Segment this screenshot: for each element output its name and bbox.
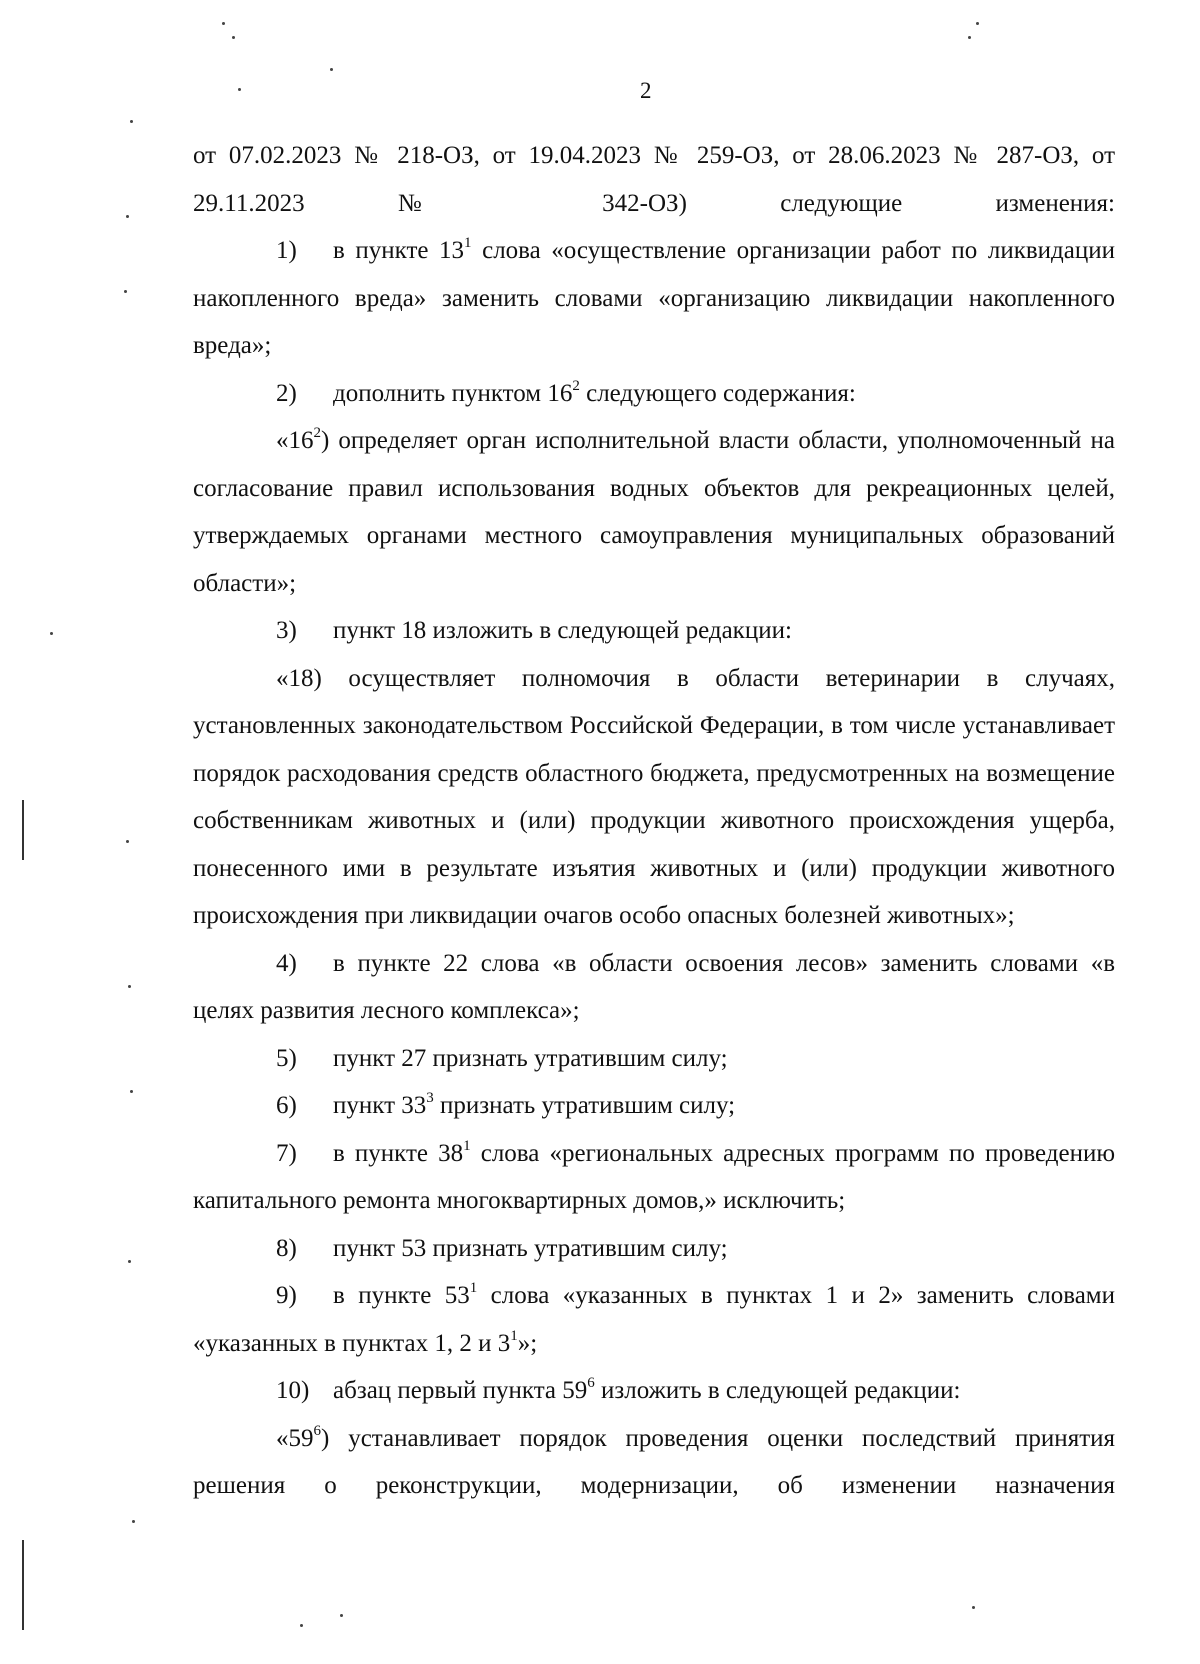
- paragraph-p10: [193, 1225, 1115, 1273]
- text-run: дополнить пунктом 16: [333, 379, 573, 407]
- paragraph-p13: [193, 1415, 1115, 1510]
- text-run: ) устанавливает порядок проведения оценки последствий принятия решения о реконструкции, модернизации, об изменении назначения: [193, 1424, 1115, 1499]
- item-number: 9): [276, 1282, 297, 1309]
- text-run: в пункте 38: [333, 1139, 464, 1167]
- item-number: 7): [276, 1139, 297, 1167]
- text-run: слова «указанных в пунктах 1 и 2» заменить словами «указанных в пунктах 1, 2 и 3: [193, 1282, 1115, 1357]
- text-run: пункт 33: [333, 1092, 427, 1119]
- paragraph-p5: [193, 655, 1115, 940]
- text-run: ) определяет орган исполнительной власти области, уполномоченный на согласование правил использования водных объектов для рекреационных целей, утверждаемых органами местного самоуправления муниципальных образований области»;: [193, 427, 1115, 597]
- text-run: »;: [517, 1329, 538, 1357]
- text-run: «18) осуществляет полномочия в области ветеринарии в случаях, установленных законодательством Российской Федерации, в том числе устанавливает порядок расходования средств областного бюджета, предусмотренных на возмещение собственникам животных и (или) продукции животного происхождения ущерба, понесенного ими в результате изъятия животных и (или) продукции животного происхождения при ликвидации очагов особо опасных болезней животных»;: [193, 664, 1115, 929]
- text-run: в пункте 22 слова «в области освоения лесов» заменить словами «в целях развития лесного комплекса»;: [193, 949, 1115, 1024]
- text-run: «16: [276, 427, 314, 454]
- paragraph-p7: [193, 1035, 1115, 1083]
- text-run: изложить в следующей редакции:: [594, 1377, 961, 1404]
- page-number: 2: [640, 78, 652, 103]
- item-number: 1): [276, 237, 297, 264]
- paragraph-p1: [193, 227, 1115, 370]
- paragraph-p8: [193, 1082, 1115, 1130]
- item-number: 5): [276, 1044, 297, 1072]
- text-run: пункт 53 признать утратившим силу;: [333, 1234, 728, 1262]
- item-number: 10): [276, 1377, 310, 1404]
- superscript: 3: [426, 1090, 434, 1106]
- superscript: 1: [464, 235, 472, 251]
- paragraph-p6: [193, 940, 1115, 1035]
- paragraph-p11: [193, 1272, 1115, 1367]
- text-run: пункт 27 признать утратившим силу;: [333, 1044, 728, 1072]
- paragraph-p0: [193, 132, 1115, 227]
- paragraph-p3: [193, 417, 1115, 607]
- item-number: 3): [276, 617, 297, 644]
- superscript: 1: [463, 1137, 471, 1154]
- text-run: в пункте 53: [333, 1282, 470, 1309]
- text-run: слова «осуществление организации работ по ликвидации накопленного вреда» заменить словами «организацию ликвидации накопленного вреда»;: [193, 237, 1115, 359]
- text-run: следующего содержания:: [579, 379, 856, 407]
- document-body: [193, 132, 1115, 1510]
- item-number: 4): [276, 949, 297, 977]
- text-run: «59: [276, 1424, 314, 1452]
- text-run: слова «региональных адресных программ по проведению капитального ремонта многоквартирных домов,» исключить;: [193, 1139, 1115, 1214]
- superscript: 6: [587, 1375, 595, 1391]
- superscript: 1: [510, 1327, 518, 1344]
- item-number: 8): [276, 1234, 297, 1262]
- text-run: абзац первый пункта 59: [333, 1377, 588, 1404]
- item-number: 2): [276, 379, 297, 407]
- item-number: 6): [276, 1092, 297, 1119]
- paragraph-p12: [193, 1367, 1115, 1415]
- superscript: 6: [313, 1422, 321, 1439]
- text-run: от 07.02.2023 № 218-ОЗ, от 19.04.2023 № 259-ОЗ, от 28.06.2023 № 287-ОЗ, от 29.11.2023 № 342-ОЗ) следующие изменения:: [193, 142, 1115, 217]
- text-run: пункт 18 изложить в следующей редакции:: [333, 617, 792, 644]
- superscript: 2: [572, 377, 580, 394]
- paragraph-p2: [193, 370, 1115, 418]
- superscript: 2: [313, 425, 321, 441]
- text-run: признать утратившим силу;: [433, 1092, 736, 1119]
- superscript: 1: [469, 1280, 478, 1296]
- paragraph-p9: [193, 1130, 1115, 1225]
- paragraph-p4: [193, 607, 1115, 655]
- text-run: в пункте 13: [333, 237, 465, 264]
